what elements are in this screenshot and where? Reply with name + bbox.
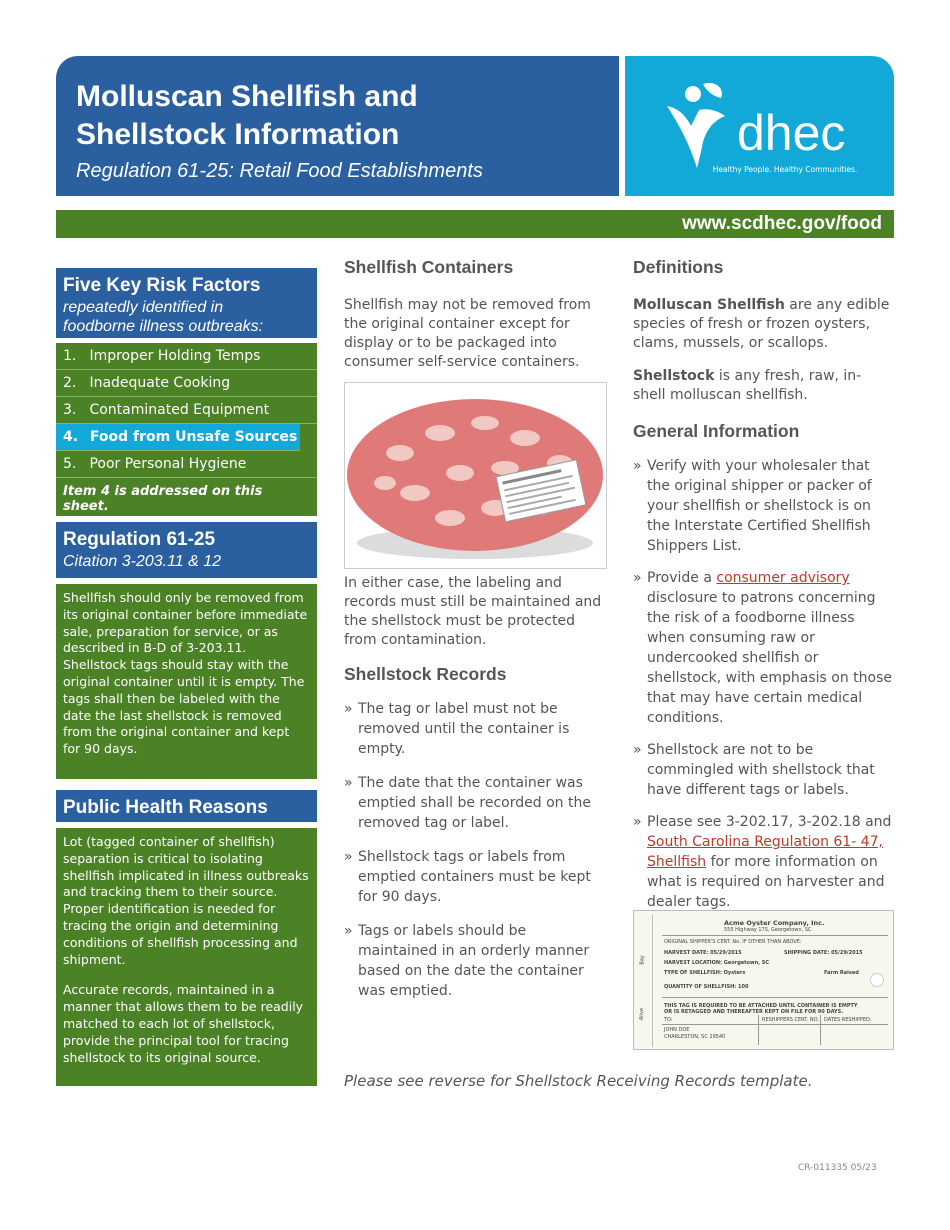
containers-title: Shellfish Containers xyxy=(344,257,514,277)
containers-followup: In either case, the labeling and records must still be maintained and the shellstock must be protected from contamination. Shellstock Records » The tag or label must not be removed until the container is empty. » The date that the container was emptied shall be recorded on the removed tag or label. » Shellstock tags or labels from emptied containers must be kept for 90 days. » Tags or labels should be maintained in an orderly manner based on the date the container was emptied. xyxy=(344,574,606,1001)
list-item: 3. Contaminated Equipment xyxy=(56,397,317,424)
list-item: 2. Inadequate Cooking xyxy=(56,370,317,397)
shellstock-tag-sample: Acme Oyster Company, Inc. 555 Highway 17S, Georgetown, SC ORIGINAL SHIPPER'S CERT. No. IF OTHER THAN ABOVE: HARVEST DATE: 05/29/2015 SHIPPING DATE: 05/29/2015 HARVEST LOCATION: Georgetown, SC TYPE OF SHELLFISH: Oysters Farm Raised QUANTITY OF SHELLFISH: 100 THIS TAG IS REQUIRED TO BE ATTACHED UNTIL CONTAINER IS EMPTY OR IS RETAGGED AND THEREAFTER KEPT ON FILE FOR 90 DAYS. TO: RESHIPPERS CERT. NO. DATES RESHIPPED: JOHN DOE CHARLESTON, SC 29540 Bay Alive xyxy=(633,910,894,1050)
list-item: » Tags or labels should be maintained in an orderly manner based on the date the container was emptied. xyxy=(344,921,606,1001)
url-bar xyxy=(56,210,894,238)
list-item: » Shellstock tags or labels from emptied containers must be kept for 90 days. xyxy=(344,847,606,907)
list-item: » Please see 3-202.17, 3-202.18 and South Carolina Regulation 61- 47, Shellfish for more information on what is required on harvester and dealer tags. xyxy=(633,812,893,912)
regulation-citation: Citation 3-203.11 & 12 xyxy=(63,553,222,570)
website-link[interactable]: www.scdhec.gov/food xyxy=(682,213,882,234)
records-title: Shellstock Records xyxy=(344,664,507,684)
regulation-61-47-link[interactable]: South Carolina Regulation 61- 47, Shellfish xyxy=(647,834,883,870)
definitions-title: Definitions xyxy=(633,257,724,277)
definition-shellstock: Shellstock is any fresh, raw, in-shell molluscan shellfish. xyxy=(633,368,862,403)
shellfish-bag-image xyxy=(344,382,607,569)
definition-molluscan: Molluscan Shellfish are any edible species of fresh or frozen oysters, clams, mussels, or scallops. xyxy=(633,297,890,351)
page-subtitle: Regulation 61-25: Retail Food Establishments xyxy=(76,160,483,182)
regulation-title: Regulation 61-25 xyxy=(63,529,216,550)
reverse-note: Please see reverse for Shellstock Receiving Records template. xyxy=(344,1072,813,1090)
public-health-title: Public Health Reasons xyxy=(63,797,268,818)
consumer-advisory-link[interactable]: consumer advisory xyxy=(716,570,850,586)
risk-factors-list xyxy=(56,343,317,516)
regulation-text: Shellfish should only be removed from its original container before immediate sale, preparation for service, or as described in B-D of 3-203.11. Shellstock tags should stay with the original container until it is empty. The tags shall then be labeled with the date the last shellstock is removed from the original container and kept for 90 days. xyxy=(63,590,308,757)
list-item: » The tag or label must not be removed until the container is empty. xyxy=(344,699,606,759)
list-item-highlighted: 4. Food from Unsafe Sources xyxy=(56,424,300,451)
form-code: CR-011335 05/23 xyxy=(798,1163,877,1173)
regulation-text-box xyxy=(56,584,317,779)
page-title: Molluscan Shellfish and Shellstock Information xyxy=(76,80,418,151)
logo-wordmark: dhec xyxy=(737,105,846,161)
header-banner xyxy=(56,56,619,196)
list-item: » Verify with your wholesaler that the original shipper or packer of your shellfish or shellstock is on the Interstate Certified Shellfish Shippers List. xyxy=(633,456,893,556)
public-health-header xyxy=(56,790,317,822)
logo-tagline: Healthy People. Healthy Communities. xyxy=(712,165,858,174)
list-item: 5. Poor Personal Hygiene xyxy=(56,451,317,478)
risk-factors-header: Five Key Risk Factors repeatedly identified in foodborne illness outbreaks: xyxy=(56,268,317,338)
records-list xyxy=(344,699,606,1001)
risk-factors-title: Five Key Risk Factors xyxy=(63,275,261,296)
risk-note: Item 4 is addressed on this sheet. xyxy=(63,484,263,514)
list-item: 1. Improper Holding Temps xyxy=(56,343,317,370)
regulation-header xyxy=(56,522,317,578)
palmetto-figure-icon xyxy=(663,80,733,170)
containers-section: Shellfish Containers Shellfish may not be removed from the original container except for display or to be packaged into consumer self-service containers. xyxy=(344,257,606,372)
public-health-text-box: Lot (tagged container of shellfish) separation is critical to isolating shellfish implicated in illness outbreaks and tracking them to their source. Proper identification is needed for tracing the origin and determining conditions of shellfish processing and shipment. Accurate records, maintained in a manner that allows them to be readily matched to each lot of shellstock, provide the principal tool for tracing shellstock to its original source. xyxy=(56,828,317,1086)
dhec-logo xyxy=(625,56,894,196)
list-item: » The date that the container was emptied shall be recorded on the removed tag or label. xyxy=(344,773,606,833)
definitions-section xyxy=(633,257,893,912)
oyster-bag-icon xyxy=(345,383,606,568)
general-info-list xyxy=(633,456,893,912)
list-item: » Shellstock are not to be commingled with shellstock that have different tags or labels. xyxy=(633,740,893,800)
general-info-title: General Information xyxy=(633,421,800,441)
list-item: » Provide a consumer advisory disclosure to patrons concerning the risk of a foodborne illness when consuming raw or undercooked shellfish or shellstock, with emphasis on those that may have certain medical conditions. xyxy=(633,568,893,728)
